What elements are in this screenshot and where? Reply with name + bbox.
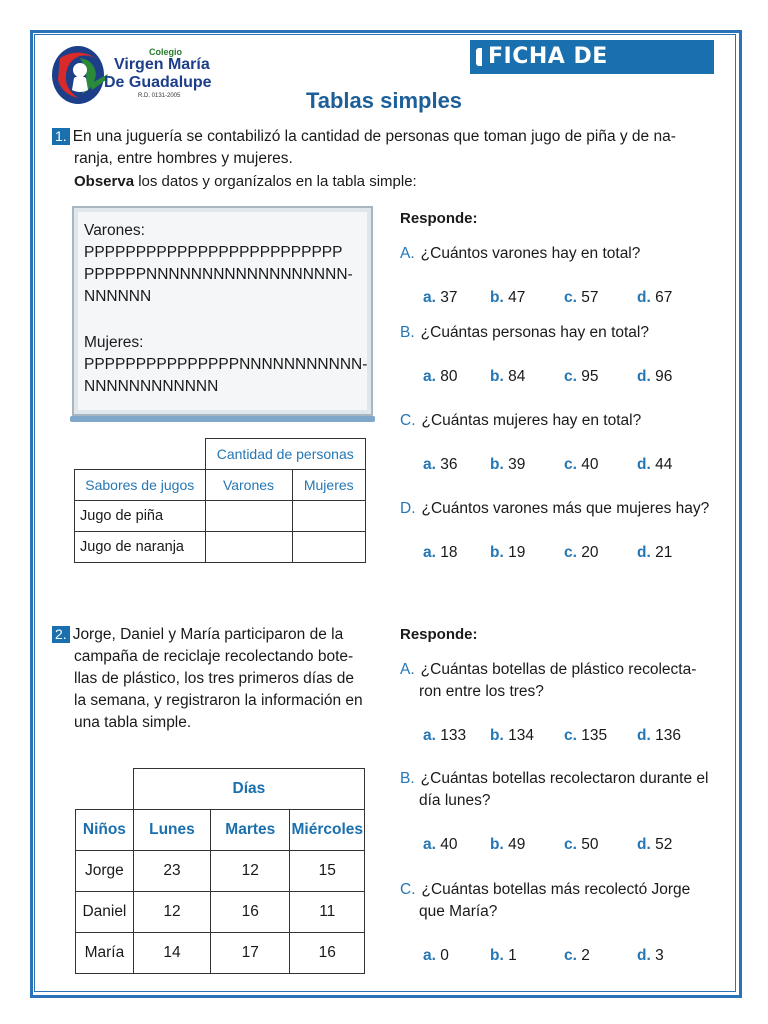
- table-row: María 14 17 16: [76, 933, 365, 974]
- q2-statement-line5: una tabla simple.: [74, 714, 192, 731]
- juice-table: [74, 438, 366, 563]
- q2-question-c: C. ¿Cuántas botellas más recolectó Jorge: [400, 881, 691, 898]
- board-mujeres-line1: PPPPPPPPPPPPPPPNNNNNNNNNNN-: [84, 356, 368, 373]
- q2-question-a-line2: ron entre los tres?: [419, 683, 544, 700]
- board-varones-label: Varones:: [84, 222, 145, 239]
- juice-table-cell[interactable]: [292, 501, 366, 532]
- bottles-table: [75, 768, 365, 974]
- q2-question-c-line2: que María?: [419, 903, 498, 920]
- q1-question-a: A. ¿Cuántos varones hay en total?: [400, 245, 641, 262]
- juice-table-col0: Sabores de jugos: [75, 470, 206, 501]
- option-a[interactable]: a. 0: [423, 947, 449, 964]
- board-mujeres-line2: NNNNNNNNNNNN: [84, 378, 219, 395]
- option-a[interactable]: a. 18: [423, 544, 458, 561]
- option-d[interactable]: d. 44: [637, 456, 673, 473]
- juice-table-cell[interactable]: [292, 532, 366, 563]
- juice-table-cell[interactable]: [205, 532, 292, 563]
- q1-number-badge: 1.: [52, 128, 70, 145]
- option-c[interactable]: c. 20: [564, 544, 599, 561]
- board-varones-line1: PPPPPPPPPPPPPPPPPPPPPPPPP: [84, 244, 343, 261]
- q1-statement: [52, 126, 722, 148]
- juice-table-cell[interactable]: [205, 501, 292, 532]
- juice-table-row-label: Jugo de naranja: [75, 532, 206, 563]
- option-c[interactable]: c. 95: [564, 368, 599, 385]
- juice-table-col1: Varones: [205, 470, 292, 501]
- option-d[interactable]: d. 96: [637, 368, 673, 385]
- q2-number-badge: 2.: [52, 626, 70, 643]
- option-d[interactable]: d. 67: [637, 289, 673, 306]
- q2-question-b: B. ¿Cuántas botellas recolectaron durante el: [400, 770, 709, 787]
- bottles-table-col0: Niños: [76, 810, 134, 851]
- school-rd: R.D. 0131-2005: [138, 93, 181, 99]
- school-name-line1: Virgen María: [114, 56, 210, 73]
- banner-tab-icon: [476, 48, 482, 66]
- option-c[interactable]: c. 57: [564, 289, 599, 306]
- q1-question-c: C. ¿Cuántas mujeres hay en total?: [400, 412, 642, 429]
- q2-statement-line1: 2. Jorge, Daniel y María participaron de la: [52, 624, 343, 646]
- option-b[interactable]: b. 134: [490, 727, 534, 744]
- school-name-line2: De Guadalupe: [104, 74, 212, 91]
- option-a[interactable]: a. 80: [423, 368, 458, 385]
- option-c[interactable]: c. 40: [564, 456, 599, 473]
- board-ledge: [70, 416, 375, 422]
- option-a[interactable]: a. 37: [423, 289, 458, 306]
- option-d[interactable]: d. 52: [637, 836, 673, 853]
- q2-statement-line3: llas de plástico, los tres primeros días de: [74, 670, 354, 687]
- juice-table-row-label: Jugo de piña: [75, 501, 206, 532]
- table-row: Daniel 12 16 11: [76, 892, 365, 933]
- option-c[interactable]: c. 2: [564, 947, 590, 964]
- option-a[interactable]: a. 40: [423, 836, 458, 853]
- q2-responde: Responde:: [400, 626, 478, 643]
- banner-text: FICHA DE PRACTICA: [488, 44, 615, 103]
- bottles-table-col-lunes: Lunes: [133, 810, 210, 851]
- q1-observe-bold: Observa: [74, 173, 135, 190]
- q1-observe: [74, 171, 417, 193]
- option-b[interactable]: b. 39: [490, 456, 526, 473]
- bottles-table-col-martes: Martes: [211, 810, 290, 851]
- option-a[interactable]: a. 133: [423, 727, 467, 744]
- juice-table-group-header: Cantidad de personas: [205, 439, 366, 470]
- bottles-table-group-header: Días: [133, 769, 364, 810]
- q1-question-b: B. ¿Cuántas personas hay en total?: [400, 324, 649, 341]
- option-c[interactable]: c. 135: [564, 727, 608, 744]
- board-varones-line3: NNNNNN: [84, 288, 152, 305]
- option-b[interactable]: b. 19: [490, 544, 526, 561]
- q1-question-d: D. ¿Cuántos varones más que mujeres hay?: [400, 500, 710, 517]
- option-c[interactable]: c. 50: [564, 836, 599, 853]
- data-whiteboard: [72, 206, 373, 416]
- school-colegio-label: Colegio: [149, 47, 182, 57]
- table-row: Jorge 23 12 15: [76, 851, 365, 892]
- q1-text-line1: En una juguería se contabilizó la cantidad de personas que toman jugo de piña y de na-: [72, 128, 676, 145]
- page-title: Tablas simples: [305, 88, 463, 113]
- option-b[interactable]: b. 84: [490, 368, 526, 385]
- q1-observe-rest: los datos y organízalos en la tabla simple:: [134, 173, 417, 190]
- option-d[interactable]: d. 21: [637, 544, 673, 561]
- juice-table-col2: Mujeres: [292, 470, 366, 501]
- q1-responde: Responde:: [400, 210, 478, 227]
- bottles-table-col-miercoles: Miércoles: [290, 810, 365, 851]
- option-b[interactable]: b. 49: [490, 836, 526, 853]
- board-mujeres-label: Mujeres:: [84, 334, 144, 351]
- q2-question-a: A. ¿Cuántas botellas de plástico recolecta-: [400, 661, 697, 678]
- option-d[interactable]: d. 3: [637, 947, 664, 964]
- option-b[interactable]: b. 1: [490, 947, 517, 964]
- q2-statement-line2: campaña de reciclaje recolectando bote-: [74, 648, 354, 665]
- option-d[interactable]: d. 136: [637, 727, 681, 744]
- q2-statement-line4: la semana, y registraron la información en: [74, 692, 363, 709]
- q2-question-b-line2: día lunes?: [419, 792, 491, 809]
- q1-text-line2: ranja, entre hombres y mujeres.: [74, 150, 293, 167]
- option-a[interactable]: a. 36: [423, 456, 458, 473]
- ficha-banner: [470, 40, 714, 103]
- board-varones-line2: PPPPPPNNNNNNNNNNNNNNNNNN-: [84, 266, 353, 283]
- option-b[interactable]: b. 47: [490, 289, 526, 306]
